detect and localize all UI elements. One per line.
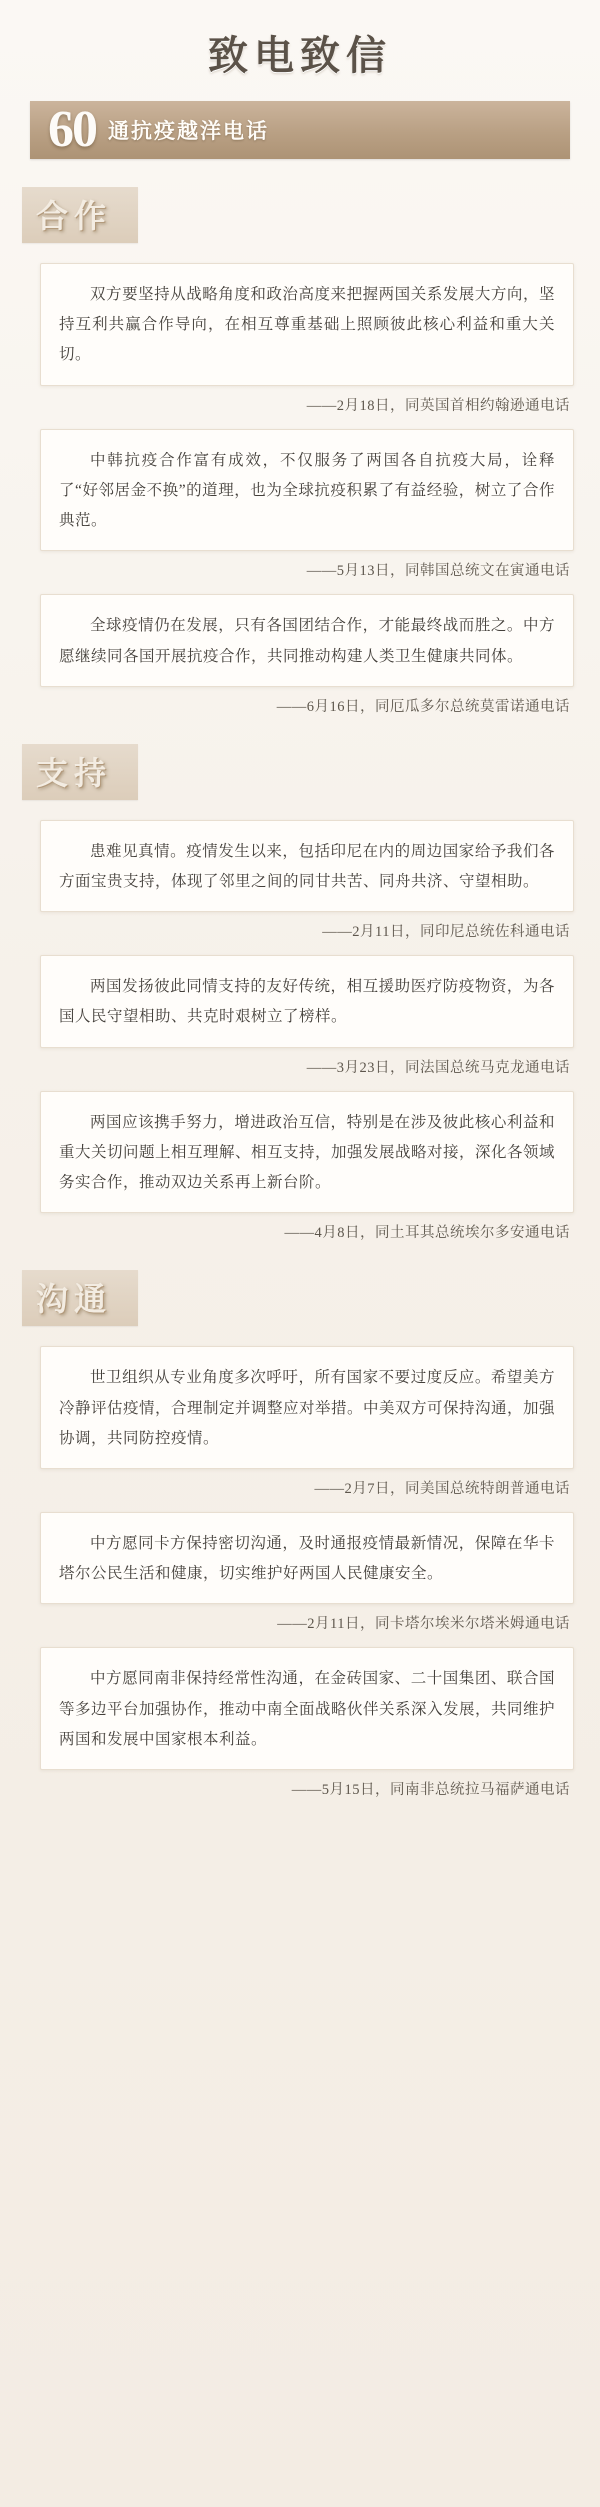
- quote-text: 全球疫情仍在发展，只有各国团结合作，才能最终战而胜之。中方愿继续同各国开展抗疫合作，共同推动构建人类卫生健康共同体。: [59, 617, 555, 665]
- section-title-badge: [22, 744, 138, 800]
- quote-card: [40, 1647, 574, 1770]
- section-communication: [0, 1252, 600, 1799]
- quote-text: 中方愿同南非保持经常性沟通，在金砖国家、二十国集团、联合国等多边平台加强协作，推动中南全面战略伙伴关系深入发展，共同维护两国和发展中国家根本利益。: [59, 1670, 556, 1748]
- section-title-badge: [22, 1270, 138, 1326]
- quote-source: ——6月16日，同厄瓜多尔总统莫雷诺通电话: [276, 698, 570, 715]
- quote-text: 患难见真情。疫情发生以来，包括印尼在内的周边国家给予我们各方面宝贵支持，体现了邻里之间的同甘共苦、同舟共济、守望相助。: [59, 842, 555, 890]
- section-title-badge: [22, 187, 138, 243]
- quote-card: [40, 1346, 574, 1469]
- quote-card: [40, 1091, 574, 1214]
- quote-source: ——4月8日，同土耳其总统埃尔多安通电话: [284, 1225, 570, 1242]
- quote-text: 两国发扬彼此同情支持的友好传统，相互援助医疗防疫物资，为各国人民守望相助、共克时艰树立了榜样。: [59, 978, 555, 1026]
- masthead: [0, 0, 600, 87]
- quote-text: 双方要坚持从战略角度和政治高度来把握两国关系发展大方向，坚持互利共赢合作导向，在相互尊重基础上照顾彼此核心利益和重大关切。: [59, 286, 555, 364]
- quote-text: 中方愿同卡方保持密切沟通，及时通报疫情最新情况，保障在华卡塔尔公民生活和健康，切实维护好两国人民健康安全。: [59, 1534, 555, 1583]
- section-title: 支持: [36, 754, 113, 791]
- section-title: 沟通: [36, 1281, 113, 1318]
- quote-text: 中韩抗疫合作富有成效，不仅服务了两国各自抗疫大局，诠释了“好邻居金不换”的道理，也为全球抗疫积累了有益经验，树立了合作典范。: [59, 451, 555, 530]
- banner-number: 60: [48, 101, 96, 158]
- section-title: 合作: [36, 198, 113, 234]
- quote-card: [40, 1512, 574, 1604]
- quote-source: ——3月23日，同法国总统马克龙通电话: [306, 1059, 570, 1076]
- quote-source: ——5月13日，同韩国总统文在寅通电话: [306, 563, 570, 580]
- section-cooperation: [0, 169, 600, 716]
- section-support: [0, 726, 600, 1243]
- quote-source: ——2月11日，同印尼总统佐科通电话: [322, 924, 570, 941]
- quote-card: [40, 263, 574, 386]
- quote-source: ——2月18日，同英国首相约翰逊通电话: [306, 397, 570, 414]
- banner-subtitle: 通抗疫越洋电话: [108, 119, 269, 143]
- quote-source: ——5月15日，同南非总统拉马福萨通电话: [291, 1782, 570, 1799]
- quote-card: [40, 429, 574, 552]
- quote-source: ——2月11日，同卡塔尔埃米尔塔米姆通电话: [277, 1616, 570, 1633]
- quote-card: [40, 594, 574, 686]
- quote-source: ——2月7日，同美国总统特朗普通电话: [314, 1480, 570, 1497]
- quote-text: 两国应该携手努力，增进政治互信，特别是在涉及彼此核心利益和重大关切问题上相互理解、相互支持，加强发展战略对接，深化各领域务实合作，推动双边关系再上新台阶。: [59, 1113, 556, 1192]
- quote-text: 世卫组织从专业角度多次呼吁，所有国家不要过度反应。希望美方冷静评估疫情，合理制定并调整应对举措。中美双方可保持沟通，加强协调，共同防控疫情。: [59, 1369, 556, 1447]
- page-title: 致电致信: [208, 33, 392, 78]
- quote-card: [40, 955, 574, 1047]
- quote-card: [40, 820, 574, 912]
- banner: [30, 101, 570, 159]
